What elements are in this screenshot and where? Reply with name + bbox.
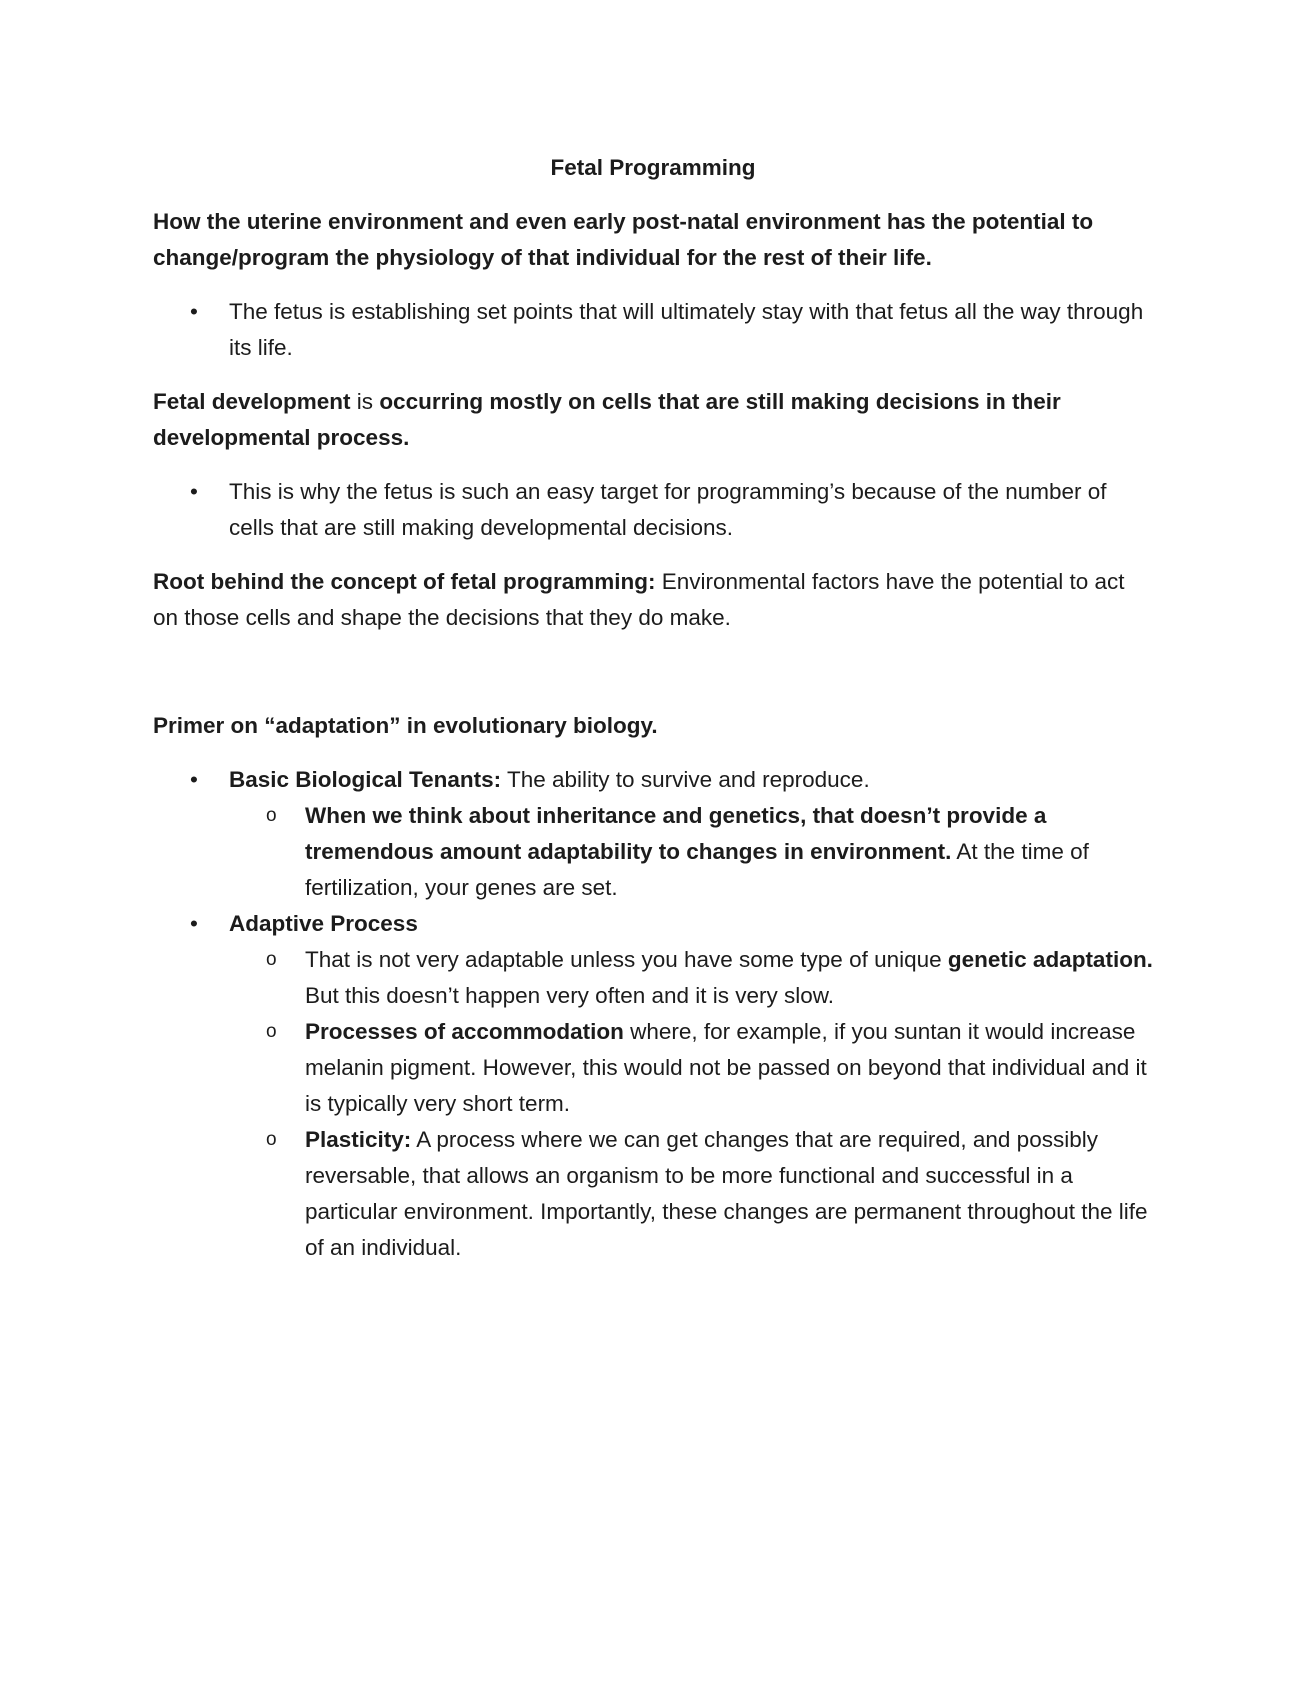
bold-text: Adaptive Process: [229, 911, 418, 936]
primer-heading-text: Primer on “adaptation” in evolutionary biology.: [153, 713, 658, 738]
sub-list-item: [229, 1122, 1153, 1266]
bold-text: Plasticity:: [305, 1127, 412, 1152]
list-item-adaptive-process: [153, 906, 1153, 1266]
intro-paragraph: [153, 204, 1153, 276]
plain-text: The ability to survive and reproduce.: [501, 767, 870, 792]
plain-text: A process where we can get changes that are required, and possibly reversable, that allows an organism to be more functional and successful in a particular environment. Importantly, these changes are permanent throughout the life of an individual.: [305, 1127, 1148, 1260]
bold-text: occurring mostly on cells that are still making decisions in their developmental process.: [153, 389, 1061, 450]
primer-list: [153, 762, 1153, 1266]
plain-text: But this doesn’t happen very often and it is very slow.: [305, 983, 835, 1008]
bold-text: Processes of accommodation: [305, 1019, 624, 1044]
intro-bold-text: How the uterine environment and even early post-natal environment has the potential to change/program the physiology of that individual for the rest of their life.: [153, 209, 1094, 270]
bold-text: Basic Biological Tenants:: [229, 767, 502, 792]
sub-list: [229, 942, 1153, 1266]
fetal-development-paragraph: [153, 384, 1153, 456]
list-item: • This is why the fetus is such an easy target for programming’s because of the number of cells that are still making developmental decisions.: [153, 474, 1153, 546]
plain-text: At the time of fertilization, your genes are set.: [305, 839, 1089, 900]
sub-list-item: [229, 1014, 1153, 1122]
sub-list-item: [229, 942, 1153, 1014]
plain-text: Environmental factors have the potential to act on those cells and shape the decisions that they do make.: [153, 569, 1125, 630]
primer-heading: [153, 708, 1153, 744]
bullet-list-1: [153, 294, 1153, 366]
bold-text: Fetal development: [153, 389, 351, 414]
plain-text: That is not very adaptable unless you have some type of unique: [305, 947, 948, 972]
document-page: [153, 150, 1153, 1284]
bold-text: When we think about inheritance and genetics, that doesn’t provide a tremendous amount adaptability to changes in environment.: [305, 803, 1047, 864]
plain-text: where, for example, if you suntan it would increase melanin pigment. However, this would not be passed on beyond that individual and it is typically very short term.: [305, 1019, 1147, 1116]
bold-text: genetic adaptation.: [947, 947, 1153, 972]
plain-text: is: [350, 389, 380, 414]
list-item-basic-tenants: [153, 762, 1153, 906]
sub-list: [229, 798, 1153, 906]
bullet-list-2: [153, 474, 1153, 546]
spacer: [153, 654, 1153, 708]
sub-list-item: [229, 798, 1153, 906]
document-title: Fetal Programming: [550, 155, 756, 180]
list-item: • The fetus is establishing set points that will ultimately stay with that fetus all the way through its life.: [153, 294, 1153, 366]
root-concept-paragraph: [153, 564, 1153, 636]
bold-text: Root behind the concept of fetal programming:: [153, 569, 656, 594]
